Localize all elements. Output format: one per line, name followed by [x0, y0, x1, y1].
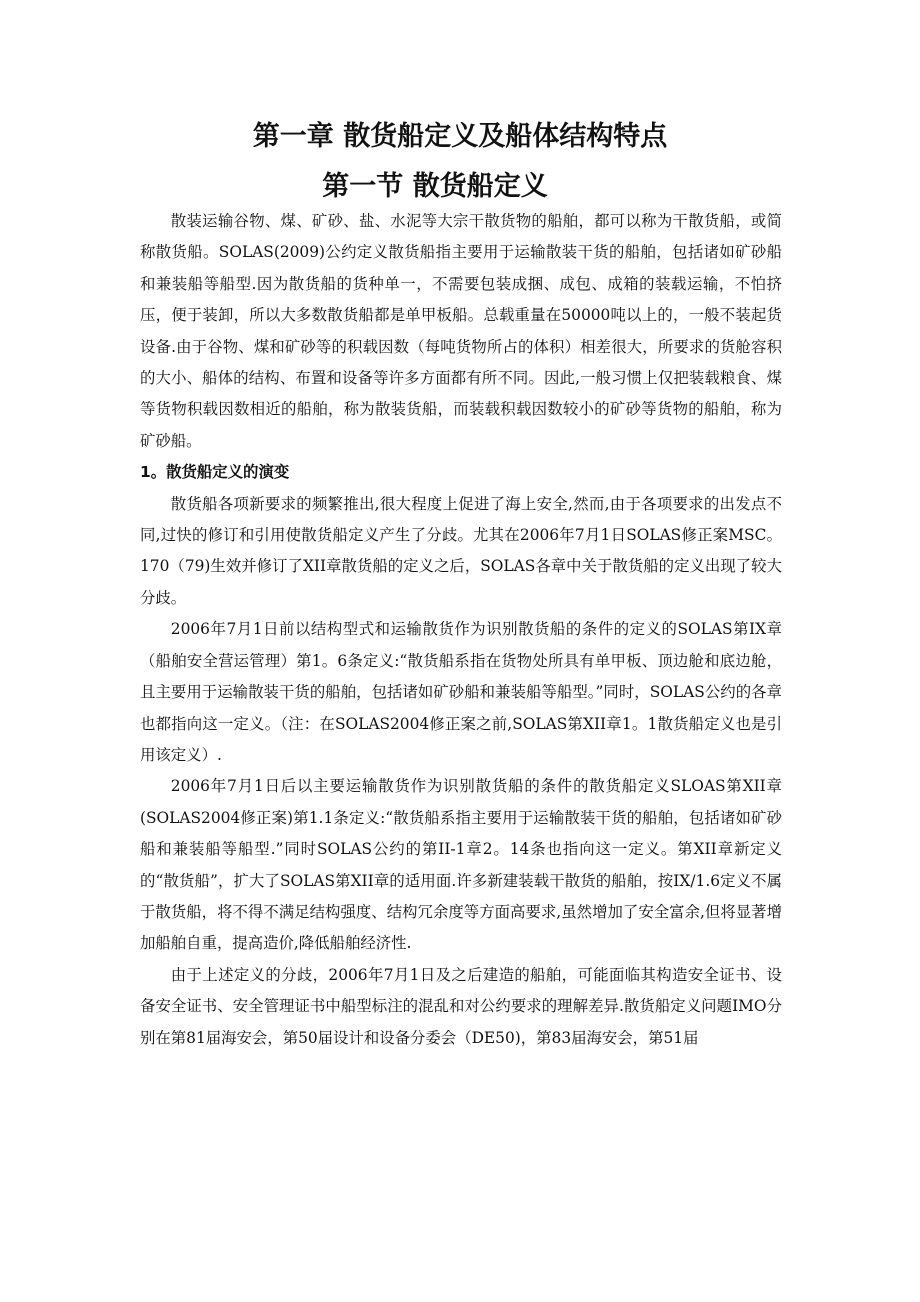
paragraph: 2006年7月1日后以主要运输散货作为识别散货船的条件的散货船定义SLOAS第XII章(SOLAS2004修正案)第1.1条定义:“散货船系指主要用于运输散装干货的船舶，包括诸如矿砂船和兼装船等船型.”同时SOLAS公约的第II-1章2。14条也指向这一定义。第XII章新定义的“散货船”，扩大了SOLAS第XII章的适用面.许多新建装载干散货的船舶，按IX/1.6定义不属于散货船，将不得不满足结构强度、结构冗余度等方面高要求,虽然增加了安全富余,但将显著增加船舶自重，提高造价,降低船舶经济性.	[140, 777, 782, 953]
paragraph: 散货船各项新要求的频繁推出,很大程度上促进了海上安全,然而,由于各项要求的出发点不同,过快的修订和引用使散货船定义产生了分歧。尤其在2006年7月1日SOLAS修正案MSC。170（79)生效并修订了XII章散货船的定义之后，SOLAS各章中关于散货船的定义出现了较大分歧。	[140, 494, 782, 607]
subheading-definition-evolution: 1。散货船定义的演变	[140, 463, 290, 482]
chapter-title: 第一章 散货船定义及船体结构特点	[252, 121, 668, 152]
paragraph: 2006年7月1日前以结构型式和运输散货作为识别散货船的条件的定义的SOLAS第IX章（船舶安全营运管理）第1。6条定义:“散货船系指在货物处所具有单甲板、顶边舱和底边舱，且主要用于运输散装干货的船舶，包括诸如矿砂船和兼装船等船型。”同时，SOLAS公约的各章也都指向这一定义。（注：在SOLAS2004修正案之前,SOLAS第XII章1。1散货船定义也是引用该定义）.	[140, 620, 782, 764]
paragraph: 由于上述定义的分歧，2006年7月1日及之后建造的船舶，可能面临其构造安全证书、设备安全证书、安全管理证书中船型标注的混乱和对公约要求的理解差异.散货船定义问题IMO分别在第81届海安会，第50届设计和设备分委会（DE50)，第83届海安会，第51届	[140, 965, 782, 1047]
paragraph-intro: 散装运输谷物、煤、矿砂、盐、水泥等大宗干散货物的船舶，都可以称为干散货船，或简称散货船。SOLAS(2009)公约定义散货船指主要用于运输散装干货的船舶，包括诸如矿砂船和兼装船等船型.因为散货船的货种单一，不需要包装成捆、成包、成箱的装载运输，不怕挤压，便于装卸，所以大多数散货船都是单甲板船。总载重量在50000吨以上的，一般不装起货设备.由于谷物、煤和矿砂等的积载因数（每吨货物所占的体积）相差很大，所要求的货舱容积的大小、船体的结构、布置和设备等许多方面都有所不同。因此,一般习惯上仅把装载粮食、煤等货物积载因数相近的船舶，称为散装货船，而装载积载因数较小的矿砂等货物的船舶，称为矿砂船。	[140, 212, 782, 450]
document-body	[140, 206, 782, 1054]
section-title: 第一节 散货船定义	[322, 171, 548, 202]
